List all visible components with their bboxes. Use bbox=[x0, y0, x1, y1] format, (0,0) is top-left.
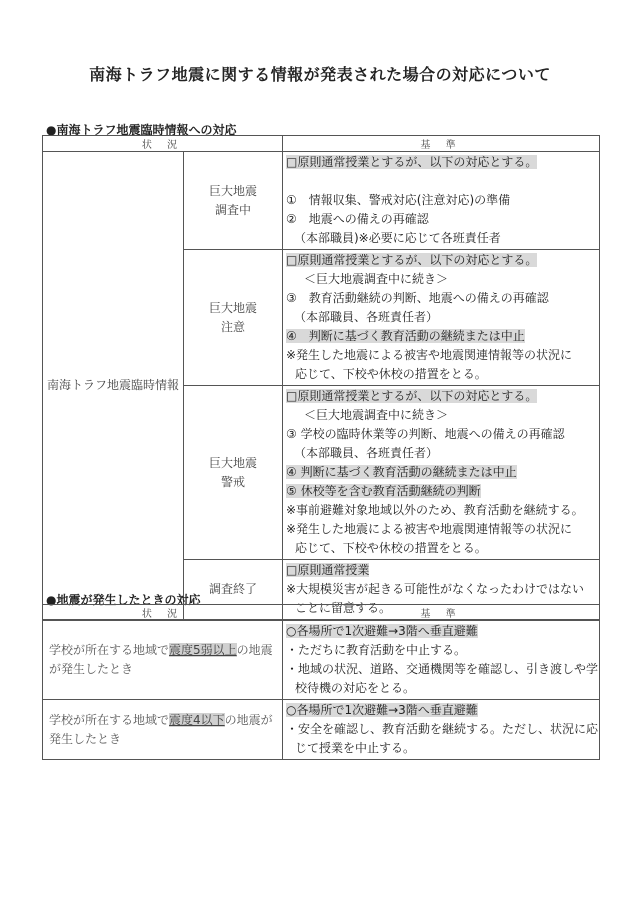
content-line: ・ただちに教育活動を中止する。 bbox=[286, 643, 467, 657]
heading-line: ○各場所で1次避難→3階へ垂直避難 bbox=[286, 624, 478, 638]
content-line: （本部職員)※必要に応じて各班責任者 bbox=[294, 231, 501, 245]
content-line: 応じて、下校や休校の措置をとる。 bbox=[295, 367, 487, 381]
highlighted-line: ④ 判断に基づく教育活動の継続または中止 bbox=[286, 329, 525, 343]
standard-shindo4 bbox=[283, 700, 600, 760]
content-line: ※事前避難対象地域以外のため、教育活動を継続する。 bbox=[286, 503, 584, 517]
content-line: ＜巨大地震調査中に続き＞ bbox=[304, 272, 449, 286]
label-line: 注意 bbox=[220, 319, 245, 334]
standard-keikai bbox=[283, 386, 600, 560]
label-line: 巨大地震 bbox=[208, 455, 257, 470]
content-line: ＜巨大地震調査中に続き＞ bbox=[304, 408, 449, 422]
section2-title: ●地震が発生したときの対応 bbox=[46, 593, 201, 607]
content-line: ※発生した地震による被害や地震関連情報等の状況に bbox=[286, 522, 573, 536]
row-label-chui bbox=[184, 250, 283, 386]
situation-shindo5 bbox=[43, 621, 283, 700]
header-standard: 基 準 bbox=[283, 605, 600, 621]
main-label: 南海トラフ地震臨時情報 bbox=[43, 152, 184, 620]
content-line: ③ 教育活動継続の判断、地震への備えの再確認 bbox=[286, 291, 549, 305]
content-line: （本部職員、各班責任者） bbox=[294, 310, 439, 324]
page-title: 南海トラフ地震に関する情報が発表された場合の対応について bbox=[89, 65, 551, 84]
highlighted-line: ⑤ 休校等を含む教育活動継続の判断 bbox=[286, 484, 481, 498]
situation-shindo4 bbox=[43, 700, 283, 760]
label-line: 調査中 bbox=[214, 202, 251, 217]
section1-title: ●南海トラフ地震臨時情報への対応 bbox=[46, 123, 237, 137]
situation-text: の地震が発生したとき bbox=[49, 643, 273, 676]
header-situation: 状 況 bbox=[43, 605, 283, 621]
content-line: 校待機の対応をとる。 bbox=[295, 681, 416, 695]
highlighted-line: ④ 判断に基づく教育活動の継続または中止 bbox=[286, 465, 517, 479]
content-line: ② 地震への備えの再確認 bbox=[286, 212, 429, 226]
table-header-row bbox=[43, 605, 600, 621]
heading-line: □原則通常授業とするが、以下の対応とする。 bbox=[286, 389, 538, 403]
table-row bbox=[43, 700, 600, 760]
earthquake-response-table bbox=[42, 604, 600, 760]
blank-line bbox=[286, 172, 596, 191]
standard-shindo5 bbox=[283, 621, 600, 700]
label-line: 巨大地震 bbox=[208, 300, 257, 315]
content-line: （本部職員、各班責任者） bbox=[294, 446, 439, 460]
label-line: 警戒 bbox=[220, 474, 245, 489]
content-line: ※発生した地震による被害や地震関連情報等の状況に bbox=[286, 348, 573, 362]
content-line: ① 情報収集、警戒対応(注意対応)の準備 bbox=[286, 193, 511, 207]
heading-line: □原則通常授業 bbox=[286, 563, 370, 577]
row-label-keikai bbox=[184, 386, 283, 560]
header-situation: 状 況 bbox=[43, 136, 283, 152]
situation-text: 学校が所在する地域で bbox=[49, 712, 170, 727]
heading-line: ○各場所で1次避難→3階へ垂直避難 bbox=[286, 703, 478, 717]
table-row bbox=[43, 621, 600, 700]
content-line: 応じて、下校や休校の措置をとる。 bbox=[295, 541, 487, 555]
situation-text: の地震が発生したとき bbox=[49, 712, 273, 746]
label-line: 巨大地震 bbox=[208, 183, 257, 198]
rinji-info-table bbox=[42, 135, 600, 620]
content-line: ・地域の状況、道路、交通機関等を確認し、引き渡しや学 bbox=[286, 662, 599, 676]
content-line: ※大規模災害が起きる可能性がなくなったわけではない bbox=[286, 582, 585, 596]
situation-text: 学校が所在する地域で bbox=[49, 643, 170, 657]
standard-chui bbox=[283, 250, 600, 386]
heading-line: □原則通常授業とするが、以下の対応とする。 bbox=[286, 155, 538, 169]
content-line: ・安全を確認し、教育活動を継続する。ただし、状況に応 bbox=[286, 722, 599, 736]
table-header-row bbox=[43, 136, 600, 152]
row-label-chosa-shuryo: 調査終了 bbox=[184, 560, 283, 620]
intensity-mark: 震度5弱以上 bbox=[169, 643, 237, 657]
intensity-mark: 震度4以下 bbox=[169, 712, 225, 727]
content-line: じて授業を中止する。 bbox=[295, 741, 416, 755]
content-line: ことに留意する。 bbox=[295, 601, 392, 615]
table-row bbox=[43, 152, 600, 250]
heading-line: □原則通常授業とするが、以下の対応とする。 bbox=[286, 253, 538, 267]
header-standard: 基 準 bbox=[283, 136, 600, 152]
row-label-chosachu bbox=[184, 152, 283, 250]
standard-chosachu bbox=[283, 152, 600, 250]
content-line: ③ 学校の臨時休業等の判断、地震への備えの再確認 bbox=[286, 427, 565, 441]
